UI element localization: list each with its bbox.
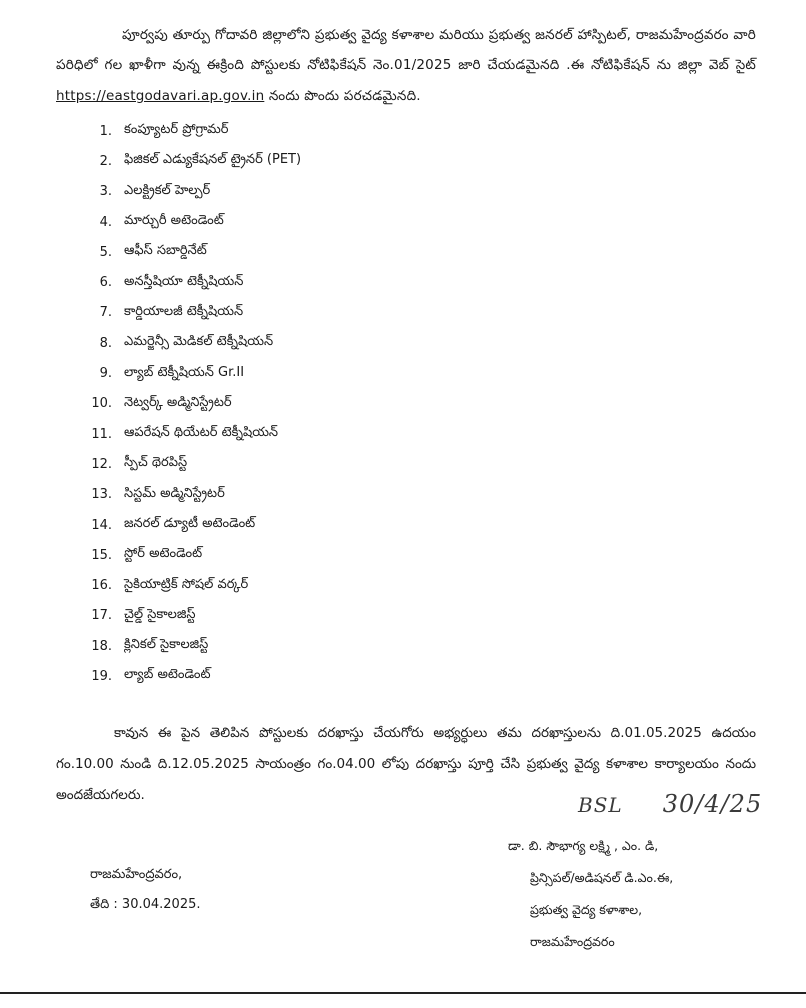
post-item — [80, 540, 301, 570]
post-item — [80, 570, 301, 600]
post-number: 13. — [91, 487, 112, 503]
place-text: రాజమహేంద్రవరం, — [90, 867, 183, 882]
post-item — [80, 449, 301, 479]
post-item — [80, 207, 301, 237]
district-website-link[interactable]: https://eastgodavari.ap.gov.in — [56, 87, 265, 104]
post-number: 12. — [91, 456, 112, 472]
post-item — [80, 510, 301, 540]
post-number: 19. — [91, 668, 112, 684]
post-name: క్లినికల్ సైకాలజిస్ట్ — [124, 637, 209, 653]
post-number: 17. — [91, 608, 112, 624]
signatory-block — [508, 830, 673, 958]
post-name: జనరల్ డ్యూటీ అటెండెంట్ — [124, 516, 256, 531]
post-name: ల్యాబ్ టెక్నీషియన్ Gr.II — [124, 364, 245, 380]
place-date-block — [90, 860, 201, 920]
signature-initials: BSL — [578, 793, 623, 817]
post-number: 2. — [99, 153, 112, 169]
post-number: 6. — [99, 275, 112, 291]
post-number: 18. — [91, 638, 112, 654]
post-name: స్టోర్ అటెండెంట్ — [124, 546, 203, 562]
closing-paragraph: కావున ఈ పైన తెలిపిన పోస్టులకు దరఖాస్తు చేయగోరు అభ్యర్ధులు తమ దరఖాస్తులను ది.01.05.2025 ఉదయం గం.10.00 నుండి ది.12.05.2025 సాయంత్రం గం.04.00 లోపు దరఖాస్తు పూర్తి చేసి ప్రభుత్వ వైద్య కళాశాల కార్యాలయం నందు అందజేయగలరు. — [56, 724, 756, 803]
post-item — [80, 661, 301, 691]
post-item — [80, 328, 301, 358]
post-item — [80, 237, 301, 267]
post-number: 15. — [91, 547, 112, 563]
post-item — [80, 116, 301, 146]
post-name: అనస్తీషియా టెక్నీషియన్ — [124, 273, 244, 289]
post-name: ఫిజికల్ ఎడ్యుకేషనల్ ట్రైనర్ (PET) — [124, 152, 302, 168]
signatory-designation: ప్రిన్సిపల్/అడిషనల్ డి.ఎం.ఈ, — [530, 870, 674, 885]
post-number: 5. — [99, 244, 112, 260]
post-name: మార్చురీ అటెండెంట్ — [124, 213, 224, 229]
post-item — [80, 389, 301, 419]
post-item — [80, 480, 301, 510]
post-name: నెట్వర్క్ అడ్మినిస్ట్రేటర్ — [124, 394, 232, 410]
post-number: 7. — [99, 305, 112, 321]
post-name: కార్డియాలజీ టెక్నీషియన్ — [124, 303, 244, 319]
post-item — [80, 177, 301, 207]
post-number: 9. — [99, 366, 112, 382]
post-number: 11. — [91, 426, 112, 442]
intro-text-after-url: నందు పొందు పరచడమైనది. — [264, 87, 421, 104]
post-name: ల్యాబ్ అటెండెంట్ — [124, 667, 211, 683]
post-name: కంప్యూటర్ ప్రోగ్రామర్ — [124, 122, 229, 138]
post-number: 4. — [99, 214, 112, 230]
post-number: 16. — [91, 578, 112, 594]
post-name: ఎలక్ట్రికల్ హెల్పర్ — [124, 182, 211, 198]
signatory-name: డా. బి. సౌభాగ్య లక్ష్మి , ఎం. డి, — [508, 838, 659, 853]
signature-date: 30/4/25 — [662, 790, 763, 818]
signatory-institution: ప్రభుత్వ వైద్య కళాశాల, — [530, 902, 643, 917]
post-item — [80, 298, 301, 328]
post-name: చైల్డ్ సైకాలజిస్ట్ — [124, 606, 196, 622]
post-item — [80, 601, 301, 631]
handwritten-signature — [578, 790, 762, 818]
intro-paragraph — [56, 20, 756, 112]
page-bottom-divider — [0, 992, 806, 994]
post-item — [80, 358, 301, 388]
post-item — [80, 631, 301, 661]
signatory-city: రాజమహేంద్రవరం — [530, 934, 615, 949]
post-name: ఆపరేషన్ థియేటర్ టెక్నీషియన్ — [124, 425, 279, 441]
posts-list — [80, 116, 301, 692]
post-name: సిస్టమ్ అడ్మినిస్ట్రేటర్ — [124, 485, 225, 501]
post-name: స్పీచ్ థెరపిస్ట్ — [124, 455, 188, 471]
post-name: సైకియాట్రిక్ సోషల్ వర్కర్ — [124, 576, 249, 592]
post-number: 1. — [99, 123, 112, 139]
post-number: 8. — [99, 335, 112, 351]
post-number: 3. — [99, 184, 112, 200]
post-number: 10. — [91, 396, 112, 412]
issue-date-text: తేది : 30.04.2025. — [90, 897, 201, 912]
post-name: ఎమర్జెన్సీ మెడికల్ టెక్నీషియన్ — [124, 334, 274, 350]
post-item — [80, 419, 301, 449]
post-item — [80, 146, 301, 176]
intro-text-before-url: పూర్వపు తూర్పు గోదావరి జిల్లాలోని ప్రభుత్వ వైద్య కళాశాల మరియు ప్రభుత్వ జనరల్ హాస్పిటల్, రాజమహేంద్రవరం వారి పరిధిలో గల ఖాళీగా వున్న ఈక్రింది పోస్టులకు నోటిఫికేషన్ నెం.01/2025 జారి చేయడమైనది .ఈ నోటిఫికేషన్ ను జిల్లా వెబ్ సైట్ — [56, 26, 756, 73]
post-item — [80, 267, 301, 297]
post-name: ఆఫీస్ సబార్డినేట్ — [124, 243, 207, 259]
post-number: 14. — [91, 517, 112, 533]
